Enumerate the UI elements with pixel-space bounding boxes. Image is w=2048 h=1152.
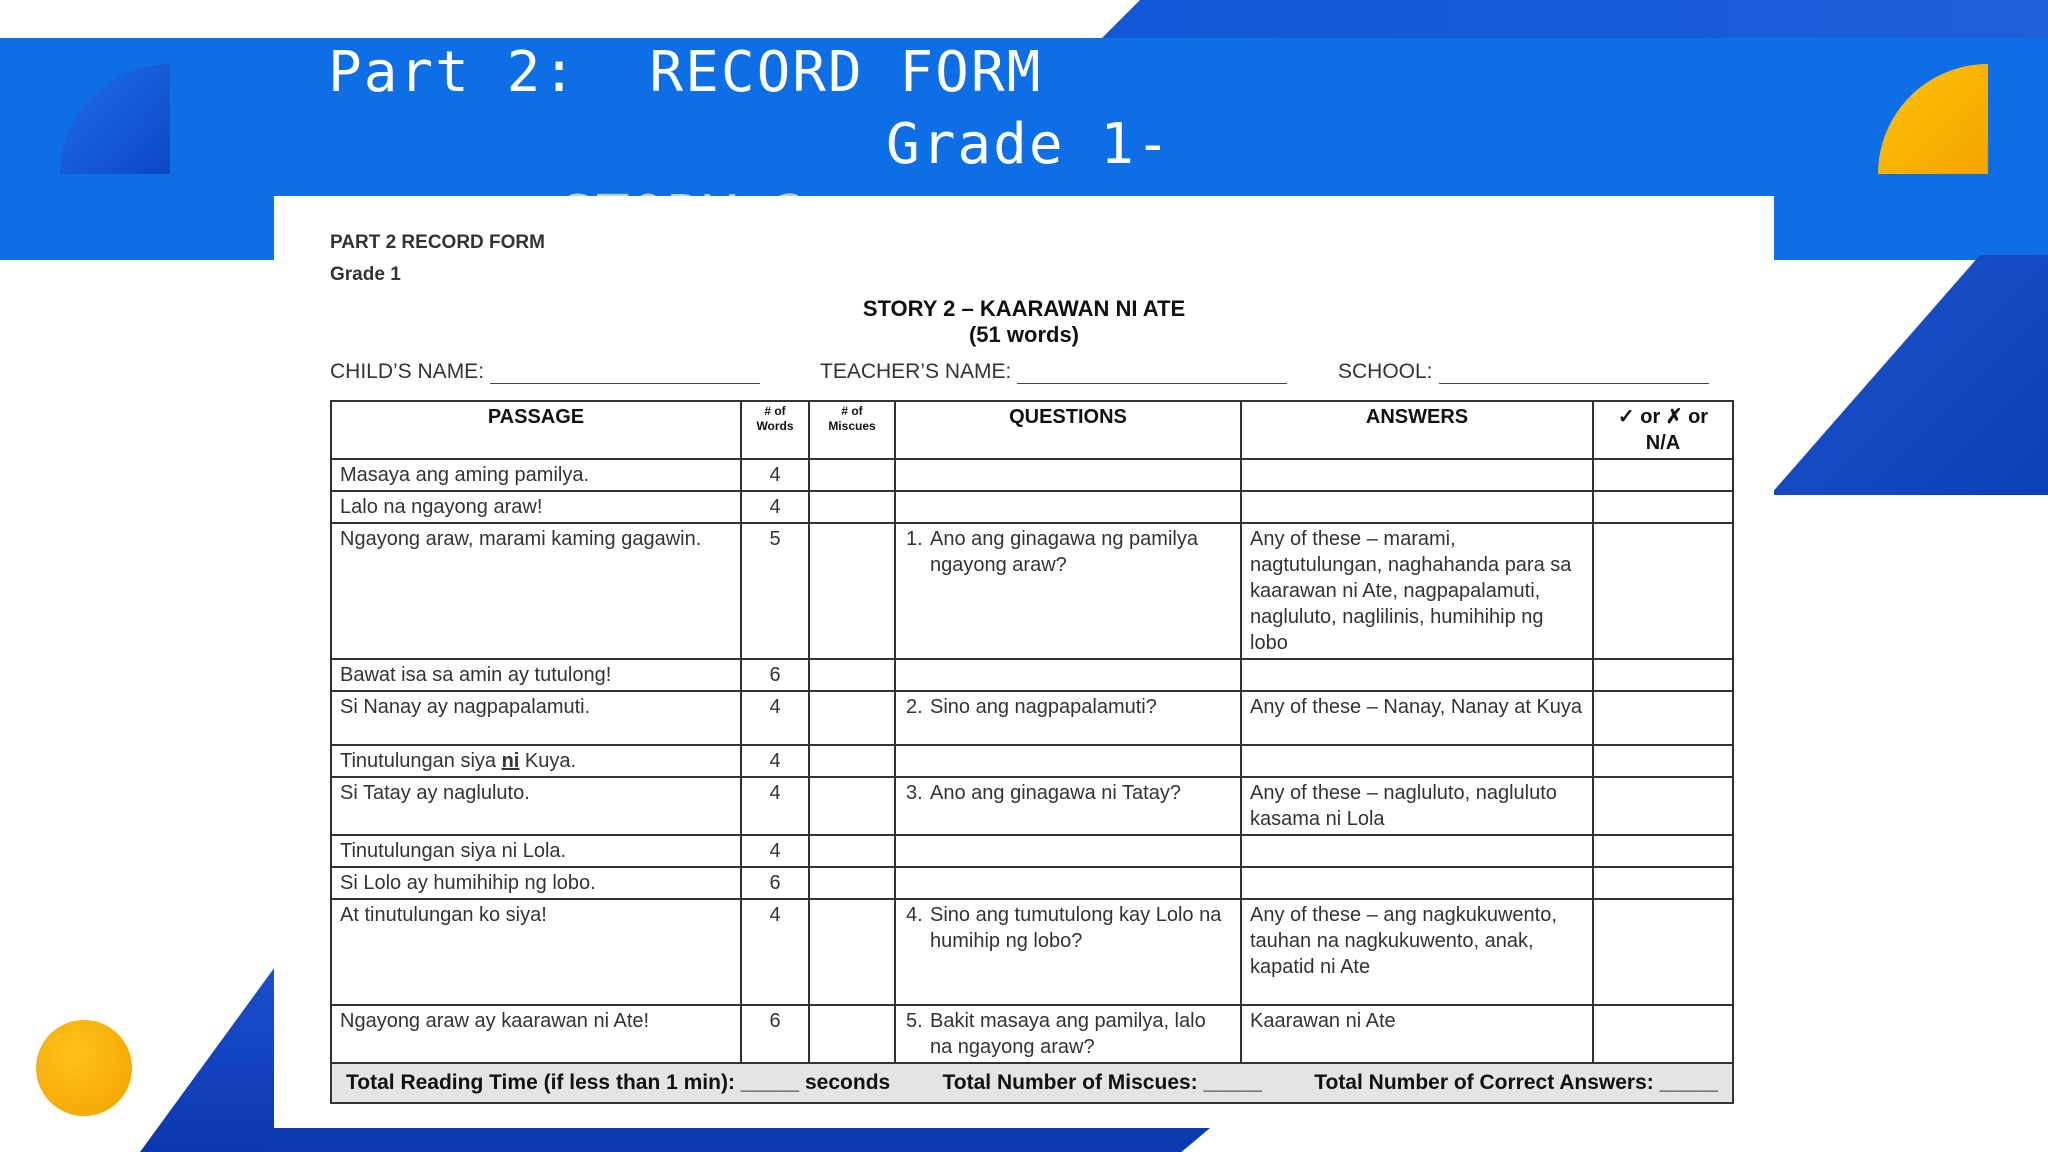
record-form-content [274, 196, 1774, 1128]
answer-cell [1241, 459, 1593, 491]
question-cell [895, 659, 1241, 691]
words-cell: 6 [741, 867, 809, 899]
passage-cell: Bawat isa sa amin ay tutulong! [331, 659, 741, 691]
passage-cell [331, 745, 741, 777]
check-cell [1593, 1005, 1733, 1063]
words-cell: 4 [741, 745, 809, 777]
question-text: Ano ang ginagawa ni Tatay? [930, 782, 1181, 804]
record-table [330, 400, 1734, 1104]
question-number: 4. [906, 904, 923, 926]
passage-cell: Si Nanay ay nagpapalamuti. [331, 691, 741, 745]
answer-cell [1241, 659, 1593, 691]
question-cell [895, 745, 1241, 777]
question-text: Sino ang tumutulong kay Lolo na humihip ng lobo? [930, 904, 1222, 952]
check-cell [1593, 899, 1733, 1005]
passage-underlined-word: ni [501, 750, 520, 772]
slide-title-line2: Grade 1- [886, 112, 1172, 177]
child-name-blank [490, 365, 760, 384]
miscues-cell [809, 745, 895, 777]
part-label: PART 2 RECORD FORM [330, 232, 545, 253]
table-row [331, 745, 1733, 777]
header-passage: PASSAGE [331, 401, 741, 459]
miscues-cell [809, 1005, 895, 1063]
question-cell [895, 835, 1241, 867]
miscues-cell [809, 691, 895, 745]
check-cell [1593, 691, 1733, 745]
passage-cell: Tinutulungan siya ni Lola. [331, 835, 741, 867]
answer-cell: Any of these – marami, nagtutulungan, naghahanda para sa kaarawan ni Ate, nagpapalamuti, nagluluto, naglilinis, humihihip ng lobo [1241, 523, 1593, 659]
words-cell: 5 [741, 523, 809, 659]
table-row [331, 1005, 1733, 1063]
answer-cell: Any of these – Nanay, Nanay at Kuya [1241, 691, 1593, 745]
totals-row [331, 1063, 1733, 1103]
words-cell: 4 [741, 899, 809, 1005]
table-row [331, 867, 1733, 899]
answer-cell [1241, 835, 1593, 867]
passage-text: Kuya. [519, 750, 577, 772]
words-cell: 4 [741, 691, 809, 745]
child-name-field [330, 360, 760, 384]
school-label: SCHOOL: [1338, 360, 1433, 383]
check-cell [1593, 523, 1733, 659]
bottom-accent-strip [260, 1128, 1210, 1152]
answer-cell [1241, 491, 1593, 523]
question-number: 5. [906, 1010, 923, 1032]
answer-cell: Any of these – nagluluto, nagluluto kasama ni Lola [1241, 777, 1593, 835]
passage-cell: Ngayong araw, marami kaming gagawin. [331, 523, 741, 659]
words-cell: 6 [741, 1005, 809, 1063]
check-cell [1593, 659, 1733, 691]
words-cell: 4 [741, 777, 809, 835]
answer-cell: Kaarawan ni Ate [1241, 1005, 1593, 1063]
check-cell [1593, 459, 1733, 491]
table-row [331, 899, 1733, 1005]
school-blank [1439, 365, 1709, 384]
question-cell [895, 459, 1241, 491]
story-title: STORY 2 – KAARAWAN NI ATE [862, 296, 1186, 321]
total-miscues: Total Number of Miscues: _____ [942, 1071, 1262, 1094]
teacher-name-blank [1017, 365, 1287, 384]
total-reading-time: Total Reading Time (if less than 1 min): _____ seconds [346, 1071, 891, 1094]
slide-title-line1: Part 2: RECORD FORM [328, 40, 1043, 105]
passage-cell: At tinutulungan ko siya! [331, 899, 741, 1005]
question-cell [895, 491, 1241, 523]
miscues-cell [809, 899, 895, 1005]
header-answers: ANSWERS [1241, 401, 1593, 459]
yellow-circle [36, 1020, 132, 1116]
question-number: 2. [906, 696, 923, 718]
table-row [331, 777, 1733, 835]
school-field [1338, 360, 1709, 384]
question-cell [895, 1005, 1241, 1063]
table-row [331, 523, 1733, 659]
check-cell [1593, 491, 1733, 523]
passage-cell: Ngayong araw ay kaarawan ni Ate! [331, 1005, 741, 1063]
teacher-name-field [820, 360, 1287, 384]
check-cell [1593, 835, 1733, 867]
passage-cell: Si Tatay ay nagluluto. [331, 777, 741, 835]
table-row [331, 659, 1733, 691]
totals-cell [331, 1063, 1733, 1103]
child-name-label: CHILD’S NAME: [330, 360, 485, 383]
passage-cell: Masaya ang aming pamilya. [331, 459, 741, 491]
slide-title-line3: STORY 2 [560, 184, 811, 249]
miscues-cell [809, 659, 895, 691]
answer-cell: Any of these – ang nagkukuwento, tauhan na nagkukuwento, anak, kapatid ni Ate [1241, 899, 1593, 1005]
answer-cell [1241, 867, 1593, 899]
question-text: Bakit masaya ang pamilya, lalo na ngayong araw? [930, 1010, 1206, 1058]
total-correct-answers: Total Number of Correct Answers: _____ [1314, 1071, 1718, 1094]
question-cell [895, 777, 1241, 835]
question-text: Sino ang nagpapalamuti? [930, 696, 1157, 718]
miscues-cell [809, 777, 895, 835]
question-cell [895, 867, 1241, 899]
question-number: 3. [906, 782, 923, 804]
table-row [331, 459, 1733, 491]
teacher-name-label: TEACHER’S NAME: [820, 360, 1012, 383]
header-words: # of Words [741, 401, 809, 459]
table-row [331, 835, 1733, 867]
miscues-cell [809, 835, 895, 867]
question-cell [895, 691, 1241, 745]
miscues-cell [809, 459, 895, 491]
question-cell [895, 899, 1241, 1005]
passage-cell: Lalo na ngayong araw! [331, 491, 741, 523]
passage-text: Tinutulungan siya [340, 750, 502, 772]
question-number: 1. [906, 528, 923, 550]
check-cell [1593, 867, 1733, 899]
miscues-cell [809, 523, 895, 659]
table-header-row [331, 401, 1733, 459]
check-cell [1593, 745, 1733, 777]
words-cell: 4 [741, 835, 809, 867]
miscues-cell [809, 491, 895, 523]
grade-label: Grade 1 [330, 264, 401, 285]
table-row [331, 491, 1733, 523]
words-cell: 6 [741, 659, 809, 691]
words-cell: 4 [741, 491, 809, 523]
bottom-left-diagonal-accent [140, 960, 280, 1152]
check-cell [1593, 777, 1733, 835]
answer-cell [1241, 745, 1593, 777]
header-check: ✓ or ✗ or N/A [1593, 401, 1733, 459]
question-text: Ano ang ginagawa ng pamilya ngayong araw? [930, 528, 1198, 576]
top-right-accent-strip [1100, 0, 2048, 40]
question-cell [895, 523, 1241, 659]
word-count: (51 words) [968, 322, 1080, 347]
header-miscues: # of Miscues [809, 401, 895, 459]
header-questions: QUESTIONS [895, 401, 1241, 459]
right-diagonal-accent [1770, 255, 2048, 495]
passage-cell: Si Lolo ay humihihip ng lobo. [331, 867, 741, 899]
miscues-cell [809, 867, 895, 899]
table-row [331, 691, 1733, 745]
words-cell: 4 [741, 459, 809, 491]
